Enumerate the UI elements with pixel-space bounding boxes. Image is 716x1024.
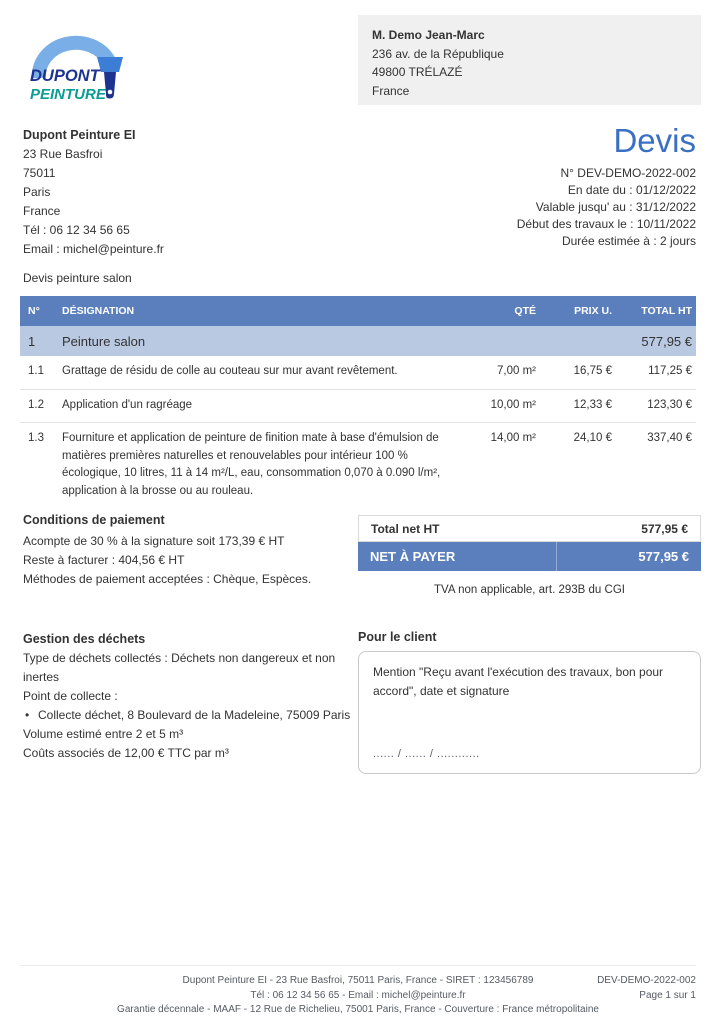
net-to-pay-label: NET À PAYER xyxy=(358,542,557,571)
table-row xyxy=(20,423,696,508)
quote-section-title: Devis peinture salon xyxy=(23,271,132,285)
vat-note: TVA non applicable, art. 293B du CGI xyxy=(434,584,625,596)
waste-collect-label: Point de collecte : xyxy=(23,689,118,703)
waste-costs-line: Coûts associés de 12,00 € TTC par m³ xyxy=(23,746,229,760)
totals-box xyxy=(358,515,701,596)
row-designation: Application d'un ragréage xyxy=(62,398,193,411)
document-number: N° DEV-DEMO-2022-002 xyxy=(560,166,696,180)
table-row xyxy=(20,390,696,424)
recipient-address-box xyxy=(358,15,701,105)
payment-line: Reste à facturer : 404,56 € HT xyxy=(23,553,185,567)
company-phone: Tél : 06 12 34 56 65 xyxy=(23,223,130,237)
company-country: France xyxy=(23,204,61,218)
document-title: Devis xyxy=(613,122,696,159)
payment-line: Méthodes de paiement acceptées : Chèque, Espèces. xyxy=(23,572,312,586)
footer-line3: Garantie décennale - MAAF - 12 Rue de Richelieu, 75001 Paris, France - Couverture : France métropolitaine xyxy=(117,1004,599,1015)
row-num: 1.1 xyxy=(28,365,44,377)
logo-text-line2: PEINTURE xyxy=(30,86,106,103)
client-section-title: Pour le client xyxy=(358,630,437,644)
client-signature-section xyxy=(358,630,701,774)
header-qty: QTÉ xyxy=(514,305,536,317)
row-total: 117,25 € xyxy=(648,365,692,377)
document-meta xyxy=(517,122,696,250)
recipient-street: 236 av. de la République xyxy=(372,46,504,61)
items-table xyxy=(20,296,696,508)
footer-page-info xyxy=(597,974,696,1003)
document-valid-until: Valable jusqu' au : 31/12/2022 xyxy=(535,200,696,214)
net-to-pay-value: 577,95 € xyxy=(638,549,689,564)
row-num: 1.2 xyxy=(28,398,44,411)
document-works-start: Début des travaux le : 10/11/2022 xyxy=(516,217,696,231)
header-unit-price: PRIX U. xyxy=(574,305,612,317)
footer-line2: Tél : 06 12 34 56 65 - Email : michel@peinture.fr xyxy=(250,989,466,1001)
group-num: 1 xyxy=(28,333,36,349)
company-address-block xyxy=(23,126,164,259)
group-designation: Peinture salon xyxy=(62,333,146,349)
row-unit-price: 12,33 € xyxy=(573,398,612,411)
row-qty: 10,00 m² xyxy=(490,398,536,411)
document-date: En date du : 01/12/2022 xyxy=(567,183,696,197)
total-net-value: 577,95 € xyxy=(641,521,688,536)
row-designation: Grattage de résidu de colle au couteau sur mur avant revêtement. xyxy=(62,365,398,377)
company-logo xyxy=(30,28,138,110)
payment-line: Acompte de 30 % à la signature soit 173,39 € HT xyxy=(23,534,285,548)
waste-collect-point: • Collecte déchet, 8 Boulevard de la Madeleine, 75009 Paris xyxy=(23,706,357,725)
signature-mention: Mention "Reçu avant l'exécution des travaux, bon pour accord", date et signature xyxy=(373,665,664,698)
payment-conditions xyxy=(23,511,355,589)
table-row xyxy=(20,356,696,390)
company-street: 23 Rue Basfroi xyxy=(23,147,103,161)
row-qty: 7,00 m² xyxy=(497,365,536,377)
header-designation: DÉSIGNATION xyxy=(62,305,135,317)
row-unit-price: 16,75 € xyxy=(573,365,612,377)
logo-text-line1: DUPONT xyxy=(30,67,100,85)
footer-line1: Dupont Peinture EI - 23 Rue Basfroi, 75011 Paris, France - SIRET : 123456789 xyxy=(182,975,534,986)
document-duration: Durée estimée à : 2 jours xyxy=(561,234,696,248)
bullet-icon: • xyxy=(25,708,30,722)
row-num: 1.3 xyxy=(28,432,44,444)
payment-conditions-title: Conditions de paiement xyxy=(23,513,165,527)
row-unit-price: 24,10 € xyxy=(573,432,612,444)
header-num: N° xyxy=(28,305,40,317)
group-total: 577,95 € xyxy=(641,333,692,349)
row-designation: Fourniture et application de peinture de finition mate à base d'émulsion de matières premières naturelles et renouvelables pour intérieur 100 % écologique, 10 litres, 11 à 14 m²/L, eau, consommation 0,070 à 0.090 l/m², application à la brosse ou au rouleau. xyxy=(62,432,441,497)
company-email: Email : michel@peinture.fr xyxy=(23,242,164,256)
footer-doc-ref: DEV-DEMO-2022-002 xyxy=(597,975,696,986)
table-group-row xyxy=(20,326,696,356)
recipient-country: France xyxy=(372,83,410,98)
waste-type-line: Type de déchets collectés : Déchets non dangereux et non inertes xyxy=(23,651,336,684)
page-footer xyxy=(20,965,696,1018)
company-name: Dupont Peinture EI xyxy=(23,128,136,142)
waste-volume-line: Volume estimé entre 2 et 5 m³ xyxy=(23,727,184,741)
total-net-label: Total net HT xyxy=(371,521,440,536)
company-zip: 75011 xyxy=(23,166,56,180)
recipient-zip-city: 49800 TRÉLAZÉ xyxy=(372,65,463,79)
waste-management-section xyxy=(23,630,357,763)
table-header-row xyxy=(20,296,696,326)
row-total: 337,40 € xyxy=(647,432,692,444)
total-net-row xyxy=(358,515,701,542)
recipient-name: M. Demo Jean-Marc xyxy=(372,28,485,42)
footer-page-number: Page 1 sur 1 xyxy=(639,989,696,1001)
row-qty: 14,00 m² xyxy=(490,432,536,444)
signature-box xyxy=(358,651,701,774)
footer-company-info xyxy=(20,974,696,1018)
signature-date-placeholder: ...... / ...... / ............ xyxy=(373,748,480,760)
company-city: Paris xyxy=(23,185,51,199)
header-total: TOTAL HT xyxy=(641,305,692,317)
net-to-pay-row xyxy=(358,542,701,571)
waste-title: Gestion des déchets xyxy=(23,632,146,646)
row-total: 123,30 € xyxy=(647,398,692,411)
